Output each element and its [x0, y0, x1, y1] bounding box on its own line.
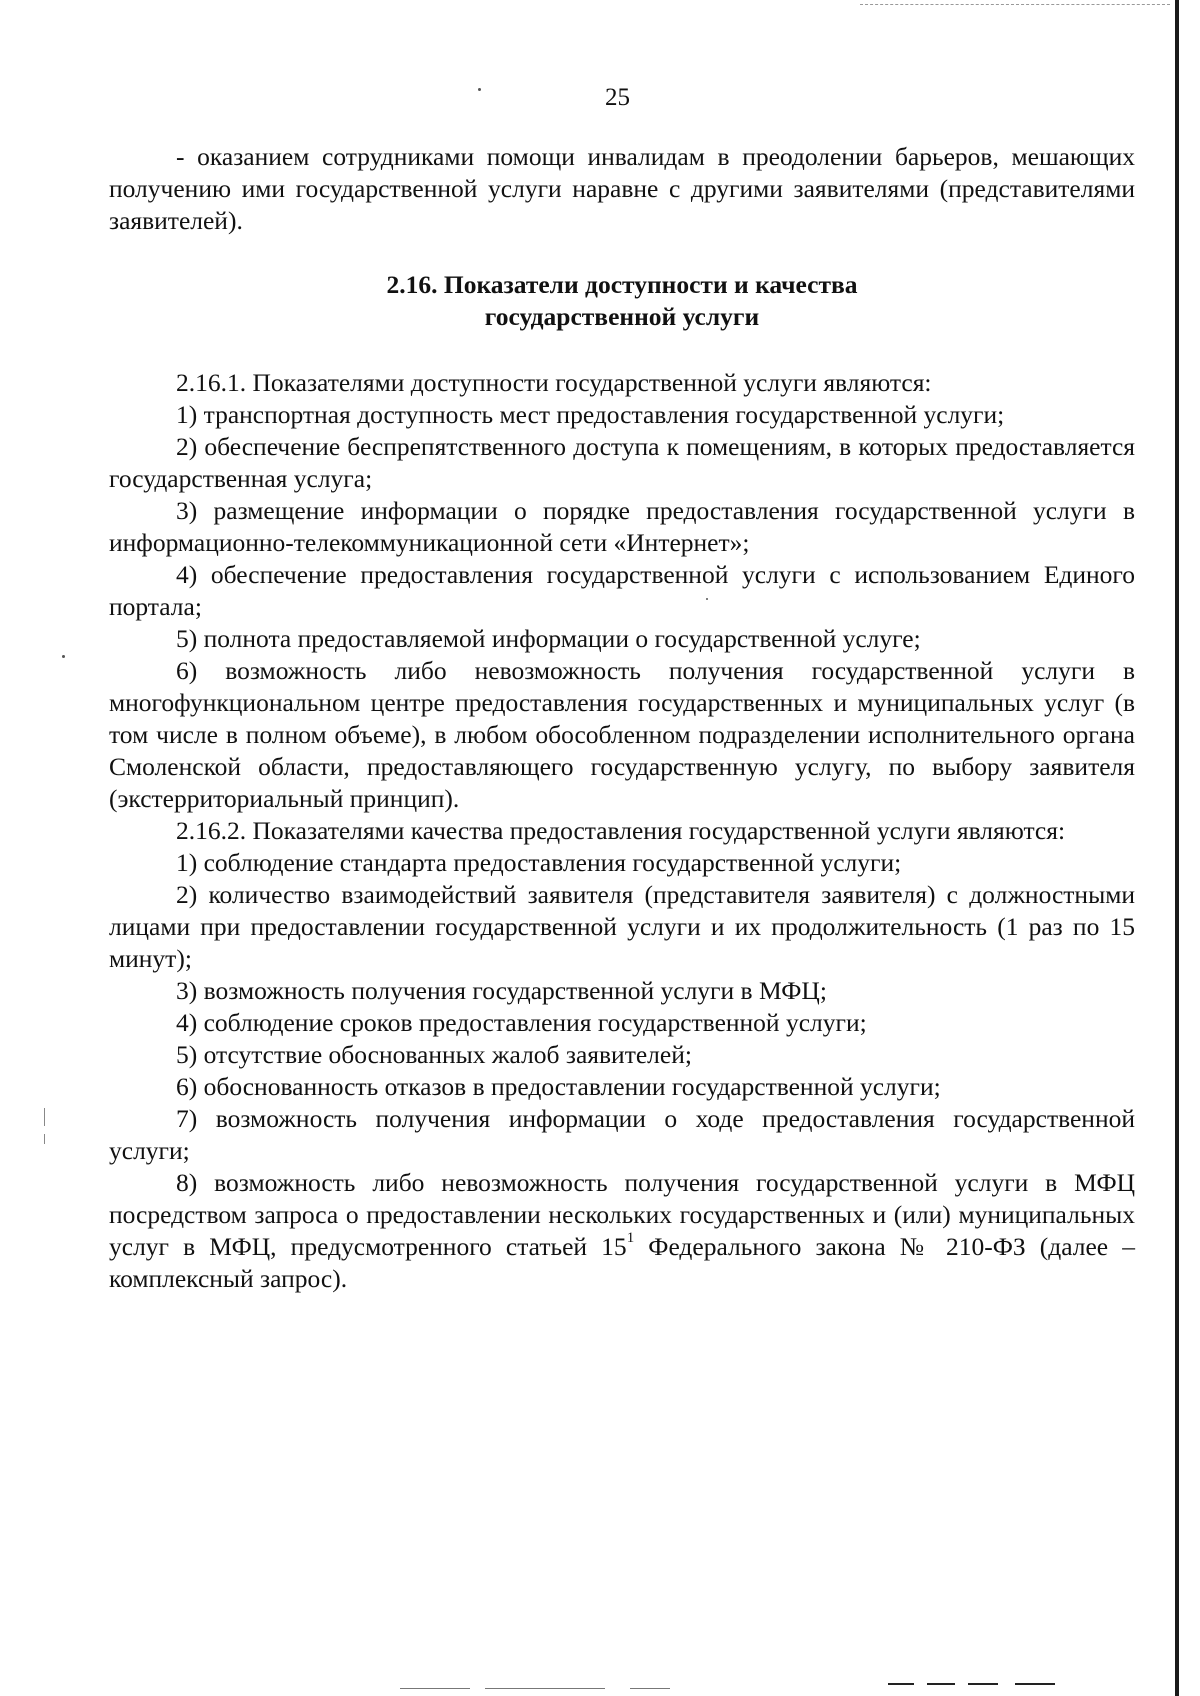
quality-item: 4) соблюдение сроков предоставления государственной услуги; — [176, 1008, 867, 1037]
scan-bottom-mark — [400, 1688, 470, 1689]
accessibility-item: 5) полнота предоставляемой информации о государственной услуге; — [176, 624, 921, 653]
scan-margin-mark — [44, 1134, 45, 1144]
quality-item-8-text: 8) возможность либо невозможность получения государственной услуги в МФЦ посредством запроса о предоставлении нескольких государственных и (или) муниципальных услуг в МФЦ, предусмотренного статьей 15 — [109, 1168, 1135, 1261]
quality-item-8-text-end: Федерального закона № 210-ФЗ (далее – комплексный запрос). — [109, 1232, 1135, 1293]
intro-paragraph: - оказанием сотрудниками помощи инвалидам в преодолении барьеров, мешающих получению ими государственной услуги наравне с другими заявителями (представителями заявителей). — [109, 142, 1135, 235]
quality-item: 3) возможность получения государственной услуги в МФЦ; — [176, 976, 827, 1005]
scan-edge — [1175, 0, 1179, 1696]
scan-bottom-mark — [927, 1683, 955, 1685]
scan-bottom-mark — [888, 1683, 914, 1685]
quality-lead: 2.16.2. Показателями качества предоставления государственной услуги являются: — [176, 816, 1066, 845]
scan-margin-mark — [44, 1108, 45, 1126]
quality-item: 6) обоснованность отказов в предоставлении государственной услуги; — [176, 1072, 941, 1101]
intro-block — [109, 141, 1135, 237]
accessibility-item: 4) обеспечение предоставления государственной услуги с использованием Единого портала; — [109, 560, 1135, 621]
accessibility-item: 1) транспортная доступность мест предоставления государственной услуги; — [176, 400, 1005, 429]
quality-item: 2) количество взаимодействий заявителя (представителя заявителя) с должностными лицами при предоставлении государственной услуги и их продолжительность (1 раз по 15 минут); — [109, 880, 1135, 973]
scan-speck — [62, 655, 65, 658]
accessibility-item: 2) обеспечение беспрепятственного доступа к помещениям, в которых предоставляется государственная услуга; — [109, 432, 1135, 493]
quality-item: 1) соблюдение стандарта предоставления государственной услуги; — [176, 848, 902, 877]
quality-item: 5) отсутствие обоснованных жалоб заявителей; — [176, 1040, 692, 1069]
section-heading — [109, 269, 1135, 333]
accessibility-lead: 2.16.1. Показателями доступности государственной услуги являются: — [176, 368, 932, 397]
scan-bottom-mark — [1015, 1683, 1055, 1685]
accessibility-item: 6) возможность либо невозможность получения государственной услуги в многофункциональном центре предоставления государственных и муниципальных услуг (в том числе в полном объеме), в любом обособленном подразделении исполнительного органа Смоленской области, предоставляющего государственную услугу, по выбору заявителя (экстерриториальный принцип). — [109, 656, 1135, 813]
quality-item: 7) возможность получения информации о ходе предоставления государственной услуги; — [109, 1104, 1135, 1165]
scan-top-line — [860, 4, 1170, 6]
section-title-line2: государственной услуги — [484, 302, 760, 331]
scan-bottom-mark — [485, 1688, 605, 1689]
quality-item-8 — [109, 1167, 1135, 1295]
scan-bottom-mark — [630, 1688, 670, 1689]
accessibility-item: 3) размещение информации о порядке предоставления государственной услуги в информационно-телекоммуникационной сети «Интернет»; — [109, 496, 1135, 557]
article-superscript: 1 — [626, 1229, 635, 1246]
section-body — [109, 367, 1135, 1295]
section-title-line1: 2.16. Показатели доступности и качества — [386, 270, 858, 299]
page-number: 25 — [605, 84, 630, 111]
scan-bottom-mark — [968, 1683, 998, 1685]
